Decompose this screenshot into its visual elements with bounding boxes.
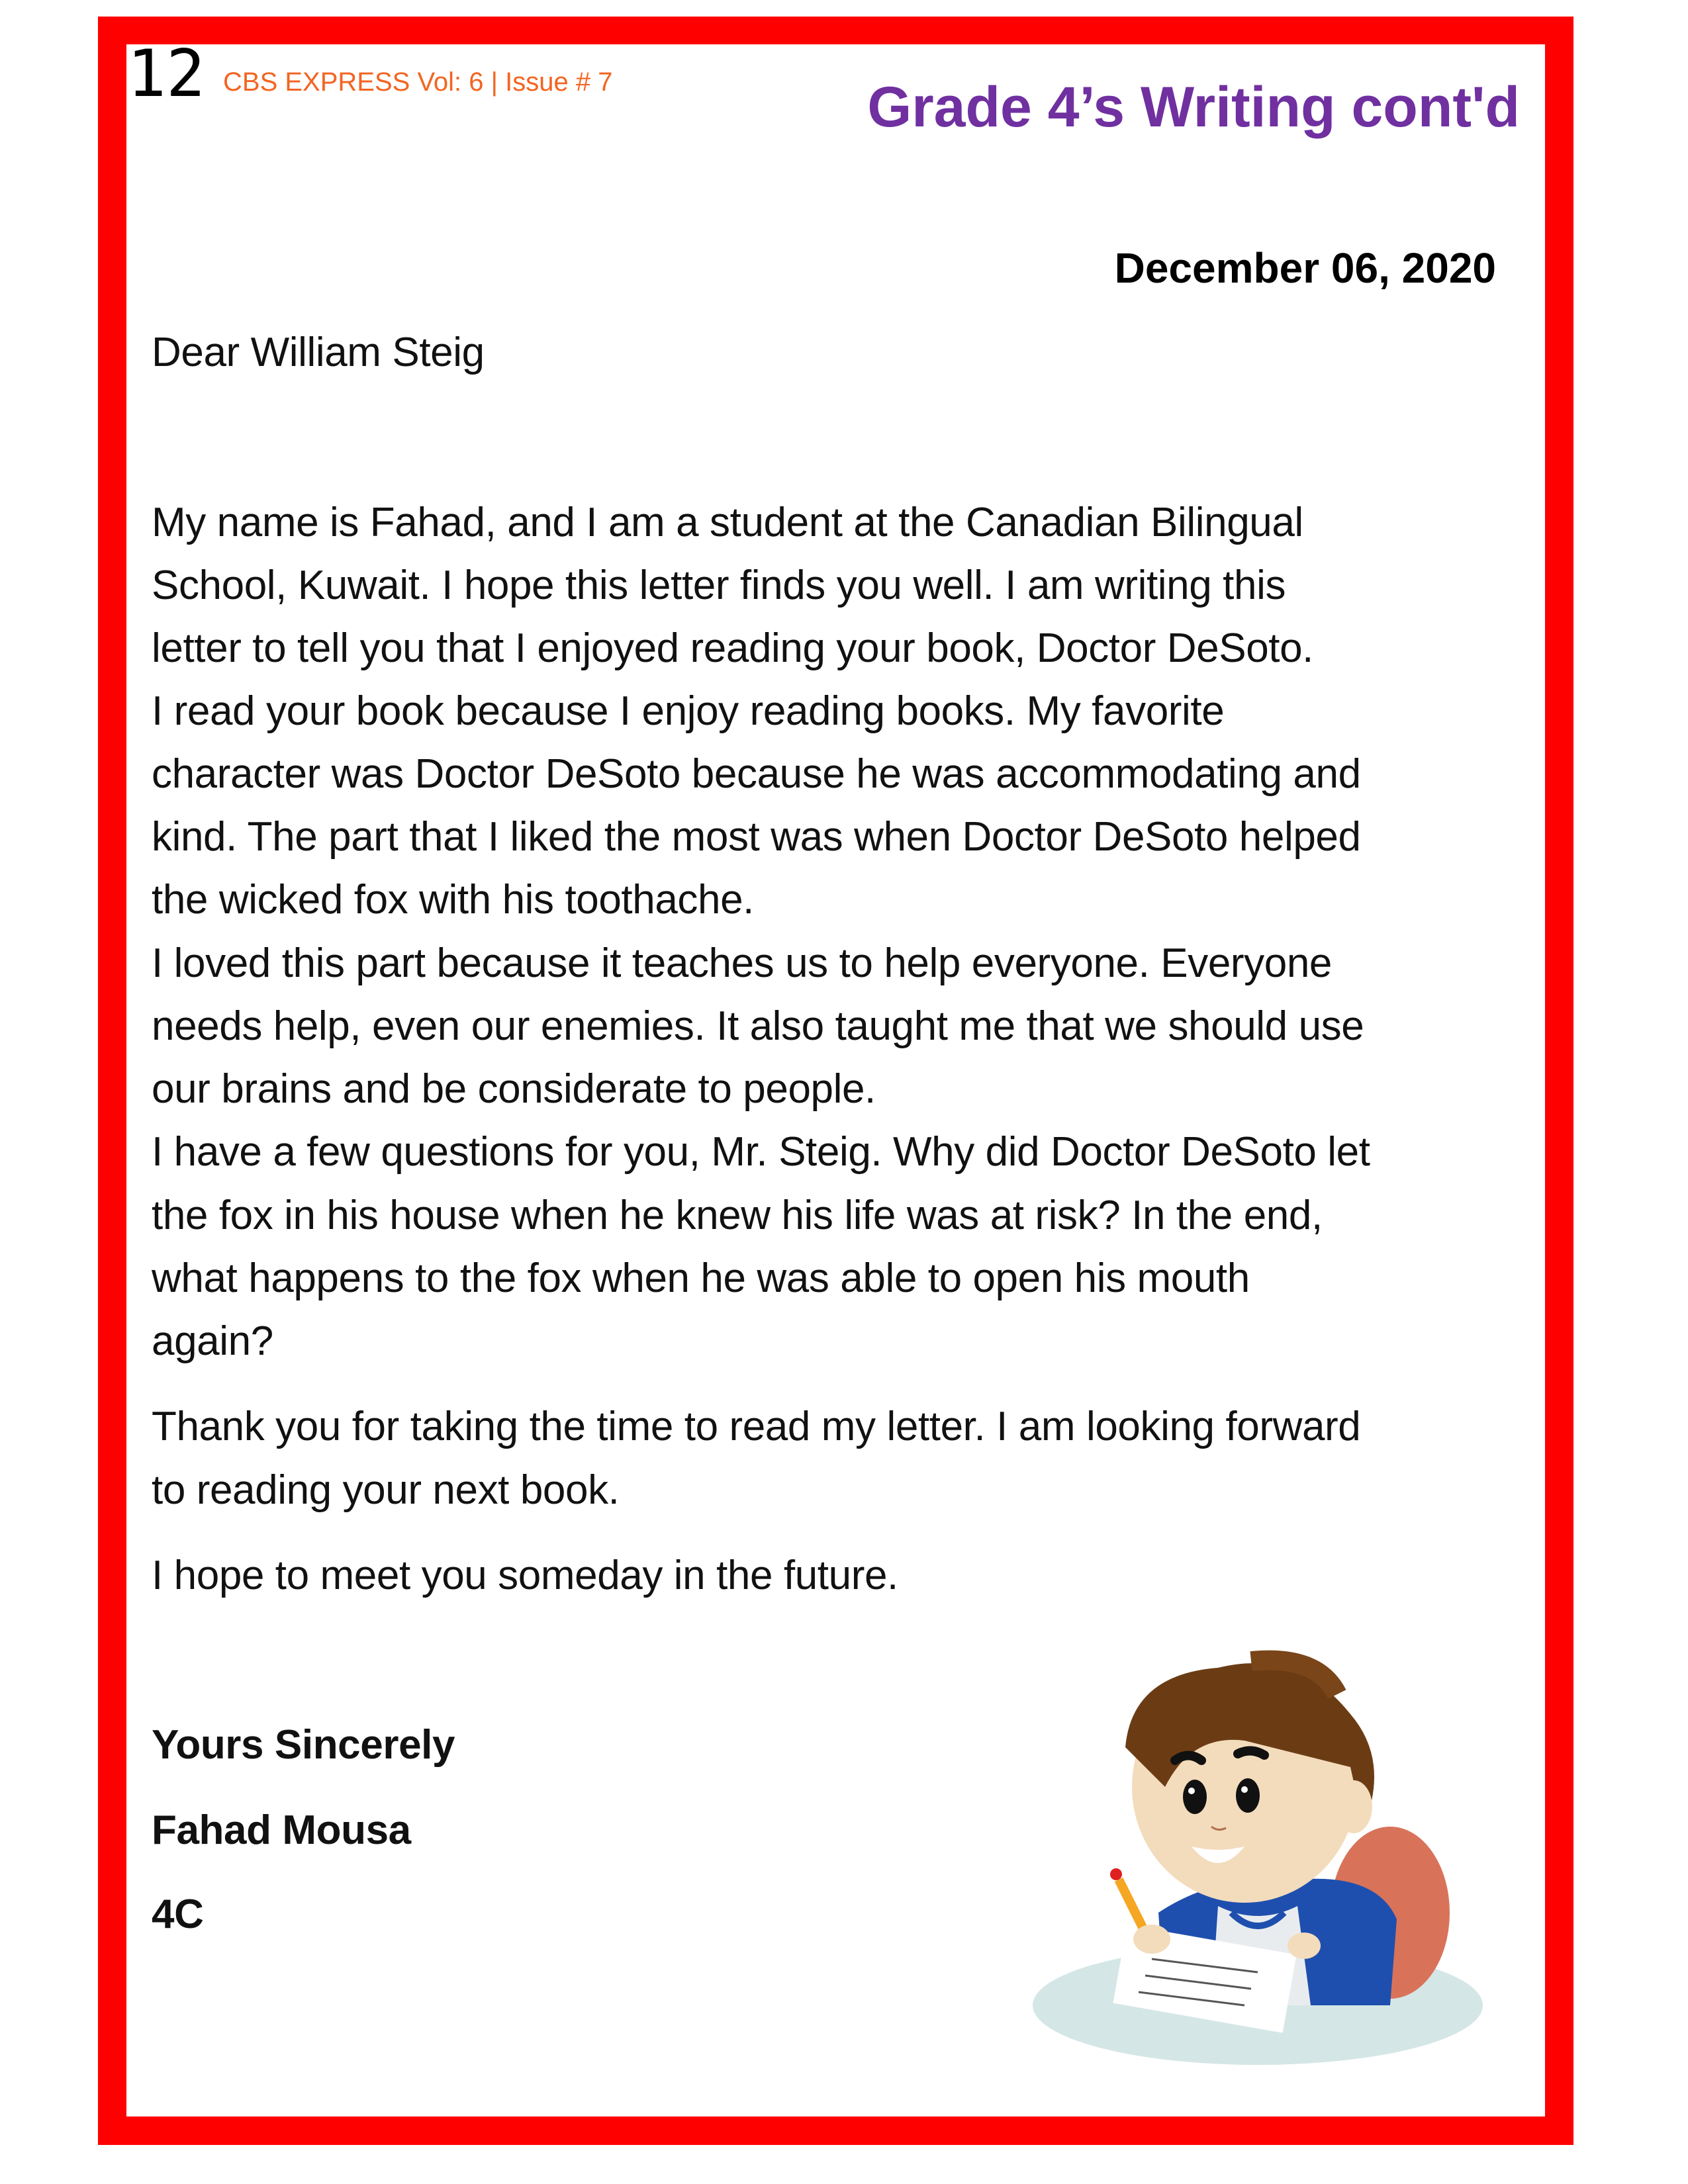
issue-label: CBS EXPRESS Vol: 6 | Issue # 7 <box>223 68 613 97</box>
student-class: 4C <box>152 1891 204 1937</box>
signature: Fahad Mousa <box>152 1807 411 1853</box>
body-line: again? <box>152 1318 273 1364</box>
body-line: letter to tell you that I enjoyed reading your book, Doctor DeSoto. <box>152 625 1314 671</box>
body-line: I have a few questions for you, Mr. Steig. Why did Doctor DeSoto let <box>152 1129 1370 1175</box>
body-line: our brains and be considerate to people. <box>152 1066 876 1112</box>
salutation: Dear William Steig <box>152 330 485 375</box>
body-line: the fox in his house when he knew his life was at risk? In the end, <box>152 1193 1323 1238</box>
body-line: kind. The part that I liked the most was when Doctor DeSoto helped <box>152 814 1361 860</box>
thanks-line: to reading your next book. <box>152 1467 620 1513</box>
body-line: I read your book because I enjoy reading books. My favorite <box>152 688 1225 734</box>
body-line: School, Kuwait. I hope this letter finds you well. I am writing this <box>152 563 1286 608</box>
boy-writing-illustration <box>1019 1635 1496 2071</box>
thanks-line: Thank you for taking the time to read my letter. I am looking forward <box>152 1404 1361 1449</box>
page-number: 12 <box>127 36 206 112</box>
body-line: My name is Fahad, and I am a student at the Canadian Bilingual <box>152 500 1303 545</box>
closing: Yours Sincerely <box>152 1722 455 1768</box>
letter-date: December 06, 2020 <box>1114 244 1496 292</box>
body-line: what happens to the fox when he was able to open his mouth <box>152 1255 1250 1301</box>
body-line: I loved this part because it teaches us to help everyone. Everyone <box>152 940 1333 986</box>
body-line: character was Doctor DeSoto because he was accommodating and <box>152 751 1361 797</box>
body-line: needs help, even our enemies. It also taught me that we should use <box>152 1003 1364 1049</box>
page-title: Grade 4’s Writing cont'd <box>867 75 1520 139</box>
body-line: the wicked fox with his toothache. <box>152 877 755 923</box>
hope-line: I hope to meet you someday in the future. <box>152 1553 898 1598</box>
